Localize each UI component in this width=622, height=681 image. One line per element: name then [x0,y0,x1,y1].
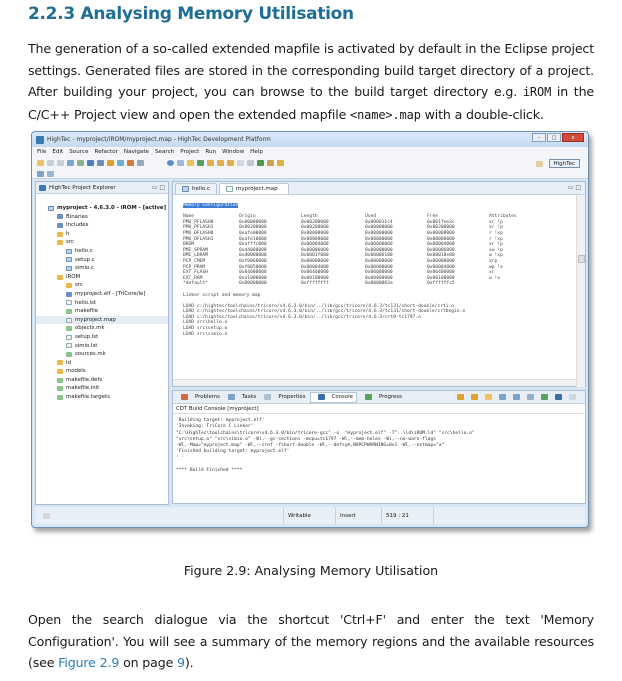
progress-icon [365,394,372,400]
tasks-icon [228,394,235,400]
tree-item[interactable] [36,333,168,342]
file-icon [66,300,72,305]
table-cell: 0x00004000 [427,242,455,248]
file-icon [226,186,233,192]
tab-label: Tasks [241,394,257,400]
paragraph-icon[interactable] [47,171,54,177]
table-cell: 0xf0060000 [239,258,267,264]
tree-item-label: makefile.init [66,385,100,392]
tab-tasks[interactable] [224,394,256,400]
load-line: LOAD src\simio.o [183,331,228,337]
table-cell: r !xp [489,236,503,242]
tree-item[interactable] [36,247,168,256]
table-cell: 0x00000000 [239,281,267,287]
tree-item-label: Binaries [66,213,88,220]
ide-window-screenshot [31,131,589,528]
table-cell: 0x00008000 [301,230,329,236]
tree-item-label: hello.lst [75,299,97,306]
tree-item-label: src [66,239,74,246]
horizontal-scrollbar[interactable] [173,379,576,386]
status-insert: Insert [335,507,381,524]
help-icon[interactable] [167,160,174,166]
table-cell: PCP_CMEM [183,258,206,264]
status-writable: Writable [283,507,335,524]
menu-navigate[interactable]: Navigate [123,149,149,155]
panel-title: HighTec Project Explorer [49,184,116,191]
binaries-icon [57,214,63,219]
minimize-maximize-icon[interactable]: ▭ □ [151,184,165,191]
c-file-icon [182,186,189,192]
tab-myproject-map[interactable] [219,183,289,194]
tab-label: hello.c [192,186,210,192]
table-cell: w !x [489,275,501,281]
tree-item[interactable] [36,324,168,333]
table-cell: Name [183,214,195,220]
table-cell: 0x00000000 [365,230,393,236]
table-cell: 0xd0000000 [239,253,267,259]
table-cell: 0x00100000 [301,275,329,281]
editor-panel [172,181,586,387]
explorer-icon [39,185,46,191]
folder-icon [57,240,63,245]
table-cell: 0x00400000 [301,270,329,276]
table-cell: Attributes [489,214,517,220]
perspective-switcher [536,159,580,168]
window-controls [531,133,584,142]
tree-item[interactable] [36,376,168,385]
table-cell: 0x80200000 [239,225,267,231]
editor-tabs [173,182,585,195]
tab-problems[interactable] [177,394,220,400]
tree-item[interactable] [36,230,168,239]
linker-title: Linker script and memory map [183,292,261,298]
menu-edit[interactable]: Edit [52,149,64,155]
table-cell: 0x00000000 [365,247,393,253]
project-tree [36,194,168,402]
text: ). [184,655,194,670]
table-cell: r !xp [489,230,503,236]
tree-item[interactable] [36,256,168,265]
app-icon [36,136,44,144]
table-cell: 0x00004000 [301,242,329,248]
table-cell: wp !x [489,264,503,270]
pin-icon[interactable] [247,160,254,166]
tree-item-label: ld [66,359,71,366]
load-line: LOAD src\setup.o [183,326,228,332]
minimize-button[interactable]: – [532,133,546,142]
table-cell: 0xd4000000 [239,247,267,253]
table-cell: DMI_LDRAM [183,253,208,259]
console-toolbar [453,394,579,400]
table-cell: 0xa1000000 [239,275,267,281]
build-target-icon[interactable] [87,160,94,166]
make-icon [57,386,63,391]
table-cell: Used [365,214,377,220]
display-console-icon[interactable] [527,394,534,400]
tree-item[interactable] [36,299,168,308]
table-cell: 0x000011c4 [365,219,393,225]
table-cell: 0xafe10000 [239,236,267,242]
table-cell: 0xffffffc5 [427,281,455,287]
print-icon[interactable] [67,160,74,166]
toggle-icon[interactable] [37,171,44,177]
elf-icon [66,292,72,297]
tree-item[interactable] [36,359,168,368]
table-cell: 0x00400000 [427,270,455,276]
table-cell: 0x84000000 [239,270,267,276]
console-title: CDT Build Console [myproject] [173,404,585,414]
load-line: LOAD c:/hightec/toolchains/tricore/v4.6.3.0/bin/../lib/gcc/tricore/4.6.3/crt0-tc1797.o [183,314,421,320]
scroll-up-icon[interactable] [471,394,478,400]
debug-icon[interactable] [197,160,204,166]
text: in the C/C++ Project view and open the extended mapfile [28,84,594,122]
table-cell: xr !p [489,242,503,248]
code-irom: iROM [522,85,552,99]
make-icon [66,352,72,357]
menu-bar [32,147,588,157]
tree-item[interactable] [36,281,168,290]
vertical-scrollbar[interactable] [576,195,585,387]
table-cell [489,281,529,287]
table-cell: xr !p [489,225,503,231]
tree-item-label: myproject.map [75,316,116,323]
scroll-lock-icon[interactable] [485,394,492,400]
memory-table [183,214,585,287]
menu-search[interactable]: Search [155,149,175,155]
tab-label: Progress [378,394,402,400]
menu-help[interactable]: Help [250,149,263,155]
search-icon[interactable] [257,160,264,166]
project-explorer-panel [35,181,169,505]
menu-run[interactable]: Run [205,149,217,155]
table-cell: xrp [489,258,498,264]
console-line: ' ' [176,455,185,461]
tree-item-label: Includes [66,222,89,229]
closing-paragraph [28,609,594,674]
tab-label: Properties [278,394,306,400]
window-title: HighTec - myproject/iROM/myproject.map - HighTec Development Platform [47,136,271,143]
tab-properties[interactable] [260,394,305,400]
tree-item[interactable] [36,204,168,213]
table-cell: PMU_PFLASH1 [183,225,214,231]
console-line: 'Finished building target: myproject.elf' [176,449,290,455]
console-line: -Wl,-Map="myproject.map" -Wl,--cref -fshort-double -Wl,--defsym,NOPCPWARNING=0x1 -Wl,--extmap="a" [176,443,445,449]
folder-icon [57,360,63,365]
includes-icon [57,223,63,228]
table-cell: 0x80000000 [239,219,267,225]
figure-link[interactable]: Figure 2.9 [58,655,120,670]
table-cell: PMI_SPRAM [183,247,208,253]
table-cell: Free [427,214,439,220]
status-icon [43,513,50,519]
tab-label: Console [331,394,353,400]
table-cell: 0x001fee3c [427,219,455,225]
make-icon [66,309,72,314]
make-icon [57,395,63,400]
table-cell: PCP_PRAM [183,264,206,270]
project-icon [48,206,54,211]
tree-item[interactable] [36,273,168,282]
console-output[interactable] [173,414,585,479]
close-button[interactable]: x [562,133,584,142]
text: with a double-click. [420,106,544,122]
table-cell: 0x00200000 [301,219,329,225]
table-cell: EXT_FLASH [183,270,208,276]
tree-item-label: sources.mk [75,351,106,358]
folder-icon [57,369,63,374]
tree-item[interactable] [36,384,168,393]
problems-icon [181,394,188,400]
table-cell: 0x00004000 [301,264,329,270]
table-cell: 0x00008000 [301,236,329,242]
table-cell: 0x00006180 [365,253,393,259]
tree-item[interactable] [36,290,168,299]
table-cell: Origin [239,214,256,220]
table-cell: 0x0001f000 [301,253,329,259]
console-panel [172,390,586,504]
text: Open the search dialogue via the shortcut 'Ctrl+F' and enter the text 'Memory Configuration'. You will see a summary of the memory regions and the available resources (see [28,612,594,670]
folder-icon [57,232,63,237]
tab-progress[interactable] [361,394,402,400]
tab-hello-c[interactable] [175,183,217,194]
table-cell: 0x00000000 [365,236,393,242]
table-cell: 0x00000000 [365,275,393,281]
table-cell: 0xafffc000 [239,242,267,248]
tab-label: myproject.map [235,186,278,192]
wrench-icon[interactable] [107,160,114,166]
build-icon[interactable] [77,160,84,166]
page-link[interactable]: 9 [177,655,185,670]
tree-item[interactable] [36,307,168,316]
load-lines [183,304,585,338]
code-mapfile: <name>.map [350,107,421,122]
tree-item-label: setup.c [75,256,95,263]
tree-item-label: makefile [75,308,99,315]
forward-icon[interactable] [237,160,244,166]
search-highlight: Memory Configuration [183,203,239,208]
table-cell: 0x00008000 [427,236,455,242]
table-cell: 0x00008000 [427,230,455,236]
tree-item[interactable] [36,238,168,247]
make-icon [57,378,63,383]
menu-project[interactable]: Project [180,149,200,155]
table-cell: 0x00006000 [301,247,329,253]
tree-item-label: iROM [66,273,81,280]
table-cell: 0x00006000 [427,247,455,253]
status-position: 519 : 21 [381,507,433,524]
back-icon[interactable] [227,160,234,166]
table-cell: 0x00004000 [427,264,455,270]
properties-icon [264,394,271,400]
new-console-icon[interactable] [555,394,562,400]
c-file-icon [66,257,72,262]
open-perspective-icon[interactable] [536,161,543,167]
folder-icon [57,275,63,280]
tree-item-label: myproject.elf - [TriCore/le] [75,290,146,297]
console-line: 'Invoking: TriCore C Linker' [176,424,254,430]
tree-item[interactable] [36,342,168,351]
table-cell: 0x00100000 [427,275,455,281]
flash-icon[interactable] [117,160,124,166]
save-all-icon[interactable] [57,160,64,166]
perspective-hightec-button[interactable]: HighTec [549,159,580,168]
text: The generation of a so-called extended mapfile is activated by default in the Eclipse project settings. Generated files are stored in the corresponding build target directory of a project. After building your project, you can browse to the build target directory e.g. [28,41,594,99]
tree-item-label: src [75,282,83,289]
table-cell: 0x00008000 [427,258,455,264]
tree-item-label: myproject - 4.6.3.0 - iROM - [active] [57,205,167,211]
save-icon[interactable] [47,160,54,166]
tree-item-label: objects.mk [75,325,105,332]
open-folder-icon[interactable] [187,160,194,166]
console-line: "C:\HighTec\toolchains\tricore\v4.6.3.0/bin/tricore-gcc" -o "myproject.elf" -T"..\ld\iROM.ld" "src\hello.o" [176,430,475,436]
load-line: LOAD c:/hightec/toolchains/tricore/v4.6.3.0/bin/../lib/gcc/tricore/4.6.3/tc131/short-double/crtbegin.o [183,309,466,315]
console-line: "src\setup.o" "src\simio.o" -Wl,--gc-sections -mcpu=tc1797 -Wl,--mem-holes -Wl,--no-warn-flags [176,436,436,442]
scroll-down-icon[interactable] [457,394,464,400]
tree-item-label: makefile.targets [66,394,110,401]
maximize-button[interactable]: □ [547,133,561,142]
tree-item[interactable] [36,350,168,359]
figure-caption: Figure 2.9: Analysing Memory Utilisation [183,563,439,578]
table-cell: 0x0000003a [365,281,393,287]
tree-item-label: simio.c [75,265,94,272]
load-line: LOAD src\hello.o [183,320,228,326]
run-icon[interactable] [207,160,214,166]
table-cell: xw !p [489,247,503,253]
console-tabs [173,391,585,404]
table-cell: 0x00000000 [365,242,393,248]
table-cell: w !xp [489,253,503,259]
tab-label: Problems [195,394,220,400]
menu-source[interactable]: Source [69,149,89,155]
new-icon[interactable] [37,160,44,166]
tool-icon[interactable] [127,160,134,166]
project-explorer-tab[interactable] [36,182,168,194]
intro-paragraph [28,38,594,126]
table-cell: 0xffffffff [301,281,329,287]
tree-item-label: simio.lst [75,342,98,349]
file-icon [66,343,72,348]
open-console-icon[interactable] [541,394,548,400]
table-cell: 0x00000000 [365,264,393,270]
make-icon [66,326,72,331]
load-line: LOAD c:/hightec/toolchains/tricore/v4.6.3.0/bin/../lib/gcc/tricore/4.6.3/tc131/short-double/crti.o [183,303,455,309]
table-cell: BROM [183,242,195,248]
view-menu-icon[interactable] [569,394,576,400]
table-cell: EXT_RAM [183,275,203,281]
table-cell: xr !p [489,219,503,225]
tree-item[interactable] [36,393,168,402]
console-line: **** Build Finished **** [176,468,243,474]
menu-window[interactable]: Window [222,149,245,155]
c-file-icon [66,266,72,271]
tree-item[interactable] [36,213,168,222]
table-cell: 0x00000000 [365,258,393,264]
status-bar [35,507,585,524]
file-icon [66,335,72,340]
brush-icon[interactable] [277,160,284,166]
clear-console-icon[interactable] [499,394,506,400]
tree-item-label: models [66,368,86,375]
menu-refactor[interactable]: Refactor [94,149,118,155]
table-cell: 0x00000000 [365,225,393,231]
file-icon [66,318,72,323]
table-cell: *default* [183,281,208,287]
folder-icon [66,283,72,288]
console-icon [318,394,325,400]
text: on page [119,655,178,670]
tree-item[interactable] [36,316,168,325]
console-line: 'Building target: myproject.elf' [176,418,265,423]
title-bar [32,132,588,147]
tree-item-label: makefile.defs [66,376,103,383]
tab-console[interactable] [310,392,357,403]
pin-console-icon[interactable] [513,394,520,400]
table-cell: Length [301,214,318,220]
mail-icon[interactable] [177,160,184,166]
tree-item-label: setup.lst [75,333,99,340]
table-cell: 0x00200000 [301,225,329,231]
table-cell: PMU_DFLASH0 [183,230,214,236]
debug-config-icon[interactable] [97,160,104,166]
section-heading: 2.2.3 Analysing Memory Utilisation [28,4,354,24]
minimize-maximize-icon[interactable]: ▭ □ [567,184,581,191]
table-cell: 0x00008000 [301,258,329,264]
tree-item[interactable] [36,221,168,230]
table-cell: 0xafe00000 [239,230,267,236]
table-cell: 0xf0050000 [239,264,267,270]
tree-item[interactable] [36,264,168,273]
external-tools-icon[interactable] [217,160,224,166]
tree-item[interactable] [36,367,168,376]
table-cell: PMU_PFLASH0 [183,219,214,225]
menu-file[interactable]: File [37,149,47,155]
table-cell: 0x00018e80 [427,253,455,259]
toolbar [32,157,588,179]
map-file-content[interactable] [173,195,585,385]
c-file-icon [66,249,72,254]
palette-icon[interactable] [267,160,274,166]
table-cell: 0x00000000 [365,270,393,276]
table-cell: xr [489,270,495,276]
table-cell: PMU_DFLASH1 [183,236,214,242]
table-cell: 0x00200000 [427,225,455,231]
tree-item-label: h [66,230,70,237]
disk-icon[interactable] [137,160,144,166]
tree-item-label: hello.c [75,247,93,254]
